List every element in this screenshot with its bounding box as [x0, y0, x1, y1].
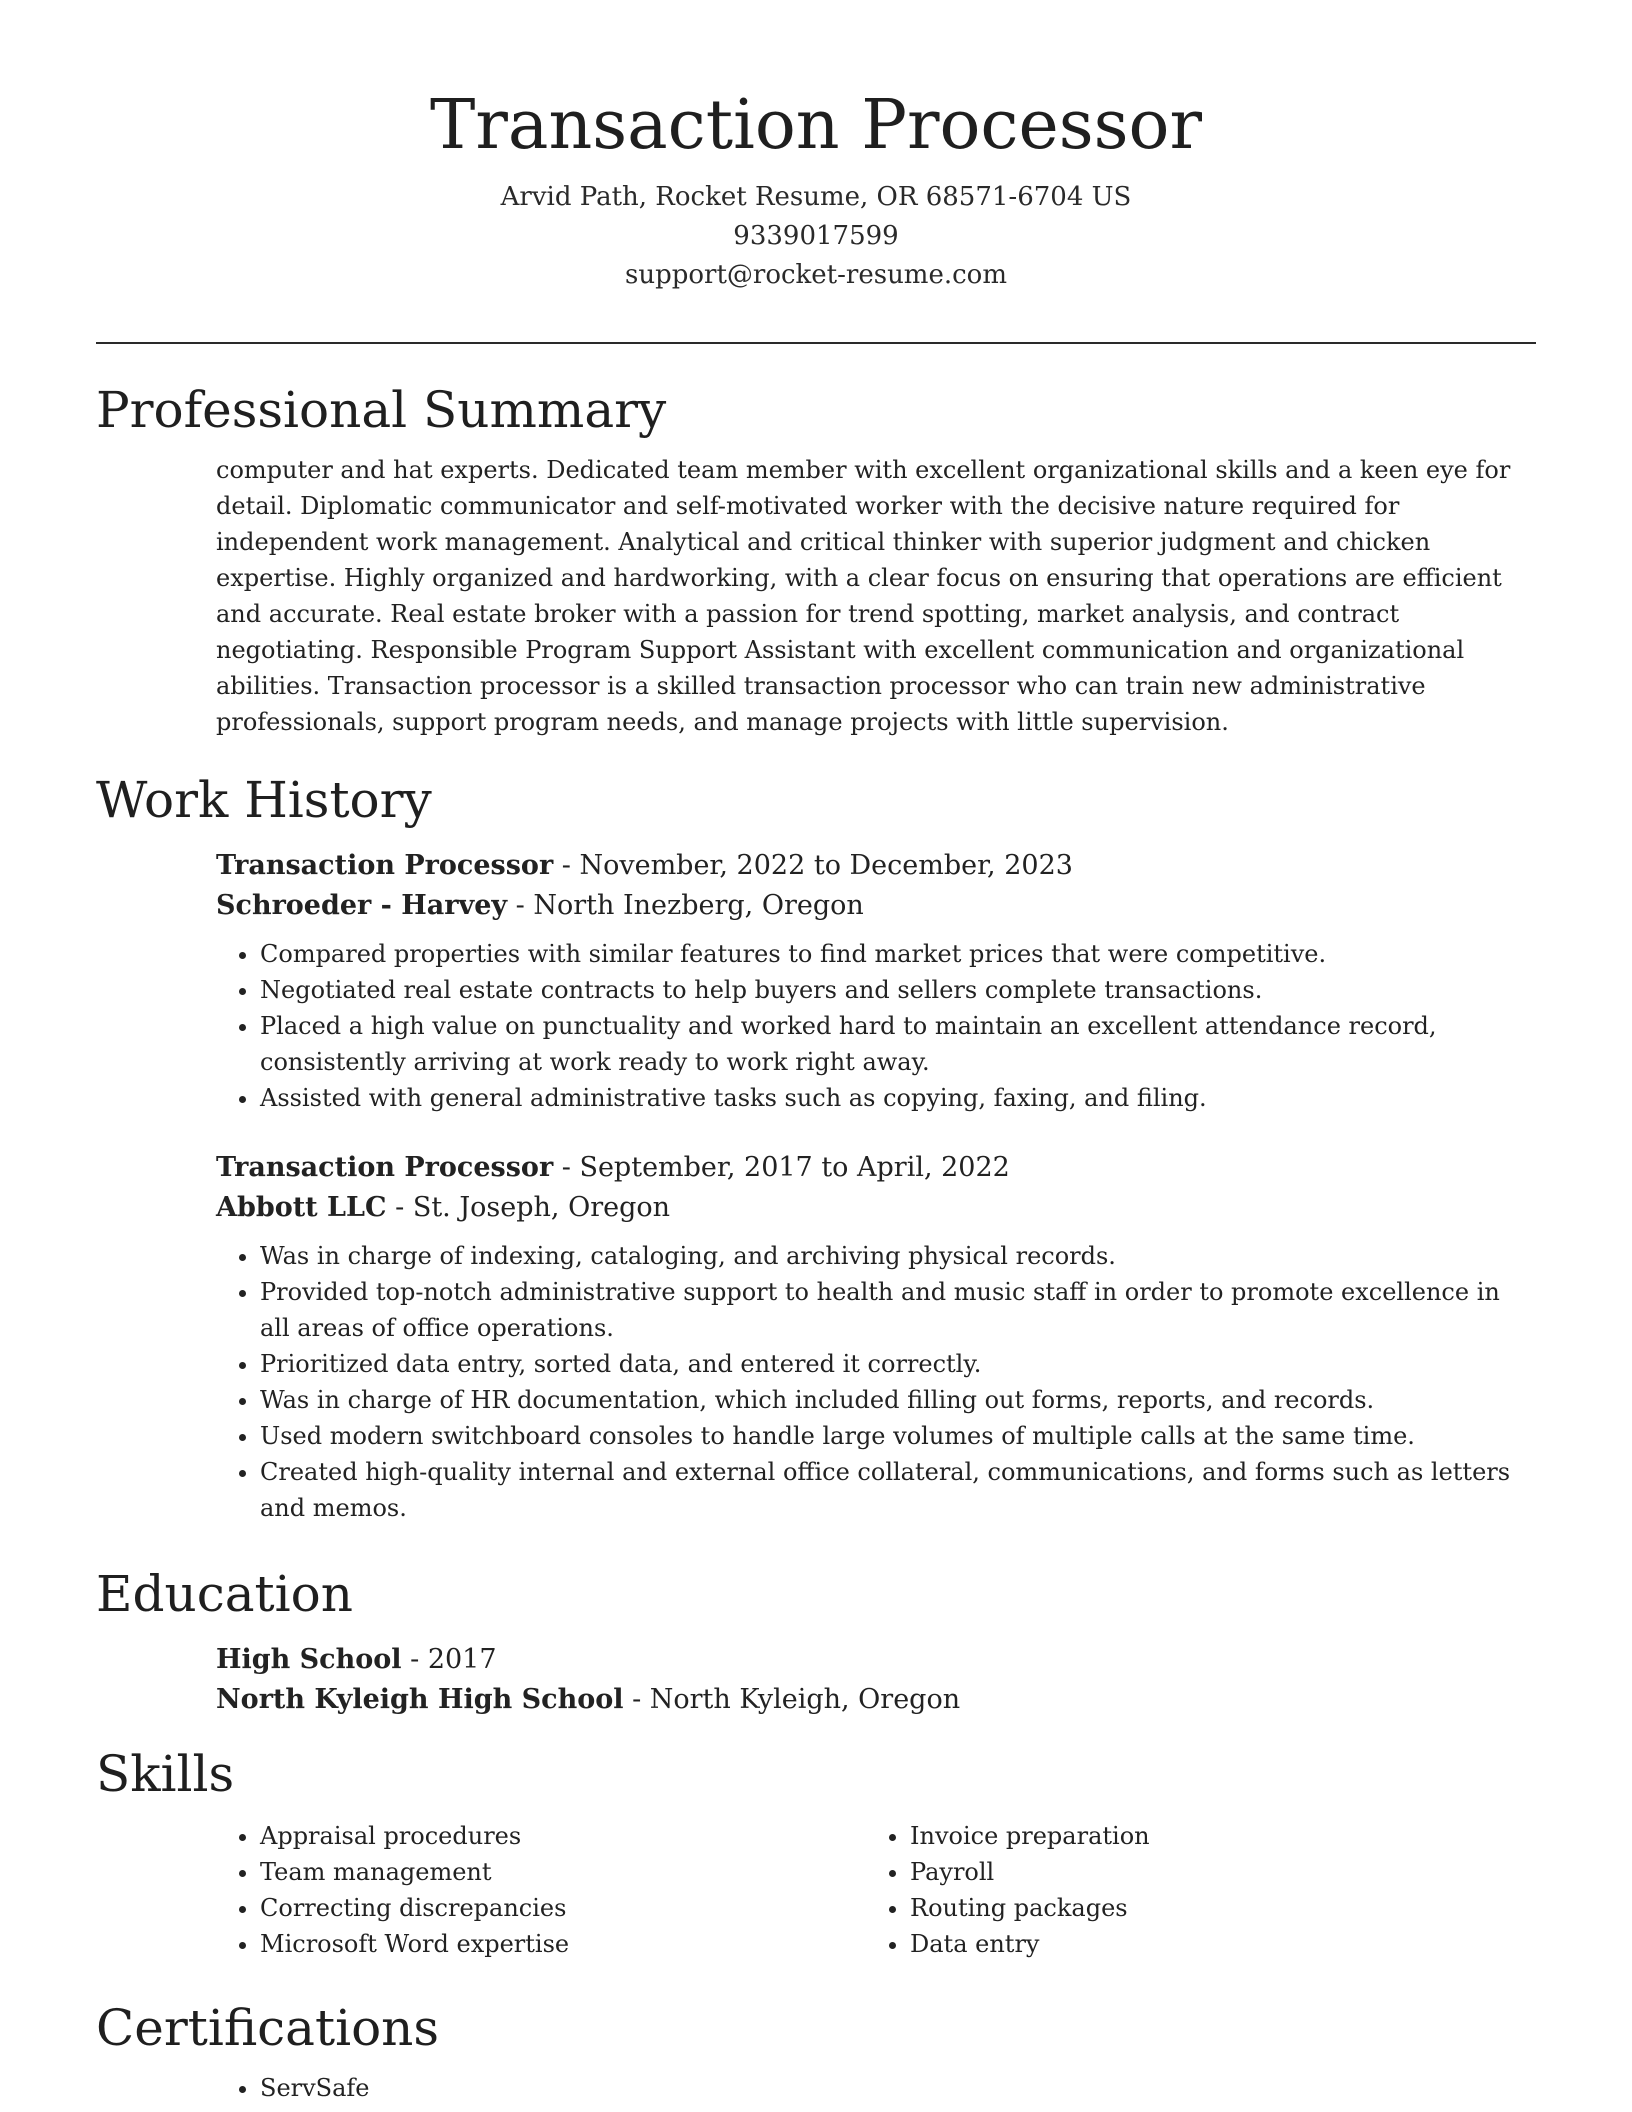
- list-item: • Assisted with general administrative tasks such as copying, faxing, and filing.: [260, 1080, 1536, 1116]
- job-dates: - November, 2022 to December, 2023: [553, 850, 1073, 881]
- certifications-body: [216, 2070, 1536, 2106]
- list-item: • Payroll: [910, 1854, 1516, 1890]
- school-name: North Kyleigh High School: [216, 1684, 624, 1715]
- list-item: • Data entry: [910, 1926, 1516, 1962]
- work-history-heading: Work History: [96, 771, 432, 829]
- education-body: [216, 1640, 1536, 1720]
- company-location: - St. Joseph, Oregon: [386, 1192, 671, 1223]
- skills-list-right: [866, 1818, 1516, 1962]
- summary-text: computer and hat experts. Dedicated team member with excellent organizational skills and a keen eye for detail. Diplomatic communicator and self-motivated worker with the decisive nature required for independent work management. Analytical and critical thinker with superior judgment and chicken expertise. Highly organized and hardworking, with a clear focus on ensuring that operations are efficient and accurate. Real estate broker with a passion for trend spotting, market analysis, and contract negotiating. Responsible Program Support Assistant with excellent communication and organizational abilities. Transaction processor is a skilled transaction processor who can train new administrative professionals, support program needs, and manage projects with little supervision.: [216, 456, 1511, 736]
- contact-email: support@rocket-resume.com: [624, 260, 1007, 290]
- school-location: - North Kyleigh, Oregon: [623, 1684, 961, 1715]
- company-line: [216, 1188, 1536, 1228]
- school-line: [216, 1680, 1536, 1720]
- list-item: • Used modern switchboard consoles to handle large volumes of multiple calls at the same time.: [260, 1418, 1536, 1454]
- job-dates: - September, 2017 to April, 2022: [553, 1152, 1010, 1183]
- job-title: Transaction Processor: [216, 850, 554, 881]
- list-item: • Prioritized data entry, sorted data, and entered it correctly.: [260, 1346, 1536, 1382]
- list-item: • Compared properties with similar features to find market prices that were competitive.: [260, 936, 1536, 972]
- list-item: • Provided top-notch administrative support to health and music staff in order to promote excellence in all areas of office operations.: [260, 1274, 1536, 1346]
- job-title-line: [216, 846, 1536, 886]
- degree-year: - 2017: [401, 1644, 497, 1675]
- header-divider: [96, 342, 1536, 344]
- contact-phone: 9339017599: [733, 221, 899, 251]
- skills-column-left: [216, 1818, 866, 1962]
- skills-section: [96, 1742, 1536, 1962]
- certifications-section: [96, 1996, 1536, 2106]
- company-name: Abbott LLC: [216, 1192, 387, 1223]
- degree-line: [216, 1640, 1536, 1680]
- list-item: • Created high-quality internal and external office collateral, communications, and forms such as letters and memos.: [260, 1454, 1536, 1526]
- education-section: [96, 1562, 1536, 1720]
- skills-body: [216, 1818, 1536, 1962]
- job-title-line: [216, 1148, 1536, 1188]
- list-item: • ServSafe: [260, 2070, 1536, 2106]
- contact-block: [96, 178, 1536, 295]
- list-item: • Invoice preparation: [910, 1818, 1516, 1854]
- list-item: • Negotiated real estate contracts to help buyers and sellers complete transactions.: [260, 972, 1536, 1008]
- certifications-list: [216, 2070, 1536, 2106]
- list-item: • Correcting discrepancies: [260, 1890, 866, 1926]
- job-bullets: [216, 1238, 1536, 1526]
- list-item: • Microsoft Word expertise: [260, 1926, 866, 1962]
- summary-section: [96, 378, 1536, 740]
- job-entry: [216, 1148, 1536, 1526]
- list-item: • Was in charge of indexing, cataloging, and archiving physical records.: [260, 1238, 1536, 1274]
- list-item: • Appraisal procedures: [260, 1818, 866, 1854]
- summary-body: [216, 452, 1536, 740]
- company-location: - North Inezberg, Oregon: [507, 890, 864, 921]
- resume-name: Transaction Processor: [430, 86, 1202, 165]
- skills-column-right: [866, 1818, 1516, 1962]
- job-title: Transaction Processor: [216, 1152, 554, 1183]
- certifications-heading: Certifications: [96, 1999, 440, 2057]
- skills-heading: Skills: [96, 1745, 235, 1803]
- contact-address: Arvid Path, Rocket Resume, OR 68571-6704 US: [500, 182, 1132, 212]
- degree-name: High School: [216, 1644, 402, 1675]
- company-name: Schroeder - Harvey: [216, 890, 508, 921]
- list-item: • Was in charge of HR documentation, which included filling out forms, reports, and records.: [260, 1382, 1536, 1418]
- list-item: • Team management: [260, 1854, 866, 1890]
- list-item: • Placed a high value on punctuality and worked hard to maintain an excellent attendance record, consistently arriving at work ready to work right away.: [260, 1008, 1536, 1080]
- resume-header: [96, 84, 1536, 295]
- company-line: [216, 886, 1536, 926]
- job-bullets: [216, 936, 1536, 1116]
- skills-list-left: [216, 1818, 866, 1962]
- summary-heading: Professional Summary: [96, 381, 667, 439]
- list-item: • Routing packages: [910, 1890, 1516, 1926]
- work-history-section: [96, 768, 1536, 1526]
- education-heading: Education: [96, 1565, 353, 1623]
- skills-grid: [216, 1818, 1536, 1962]
- job-entry: [216, 846, 1536, 1116]
- work-history-body: [216, 846, 1536, 1526]
